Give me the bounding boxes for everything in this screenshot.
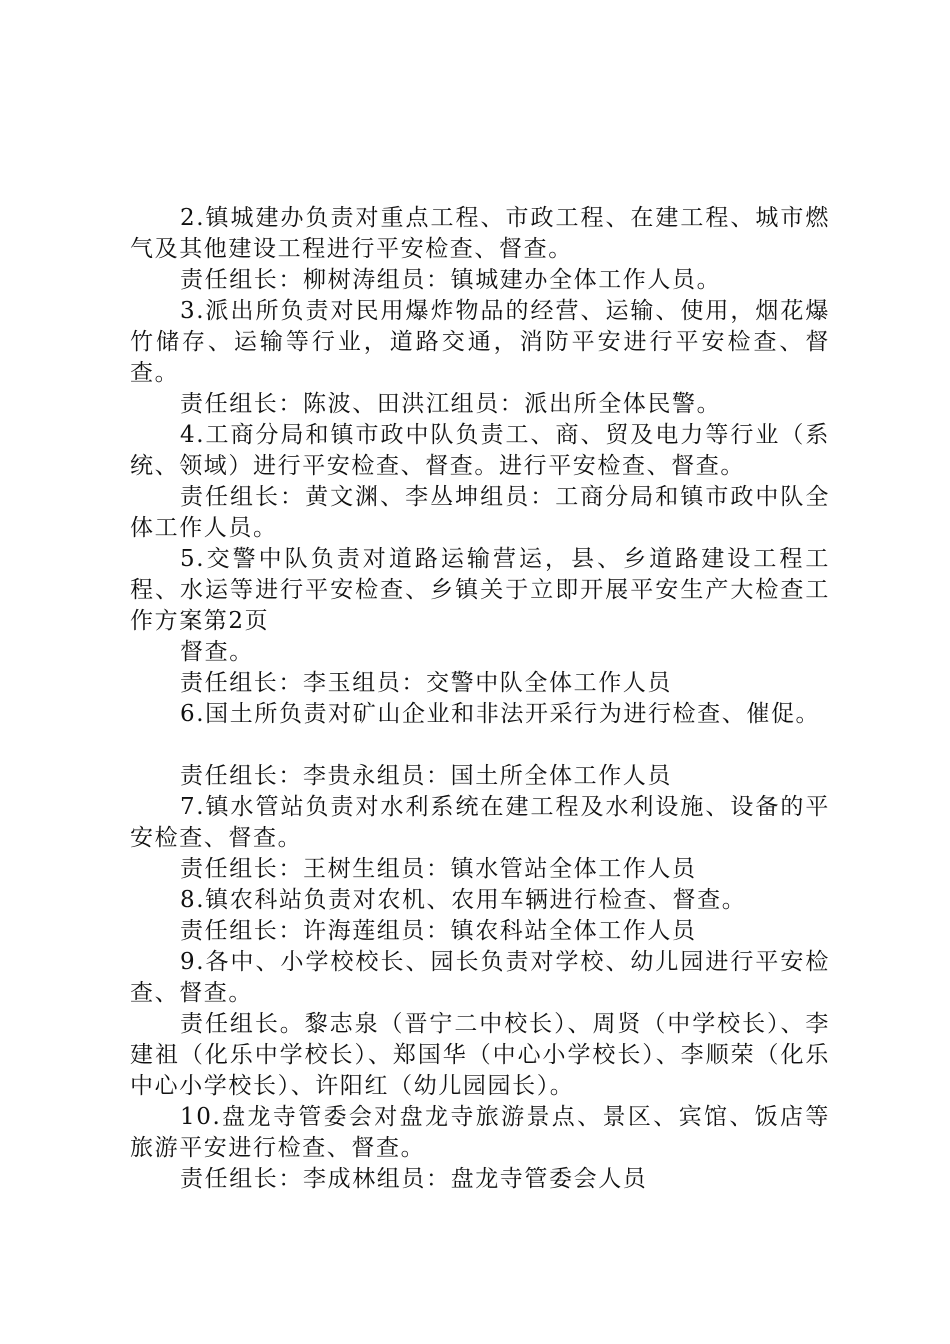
paragraph-item-6: 6.国土所负责对矿山企业和非法开采行为进行检查、催促。 xyxy=(180,701,821,727)
document-body xyxy=(130,203,830,1195)
paragraph-item-7: 7.镇水管站负责对水利系统在建工程及水利设施、设备的平安检查、督查。 xyxy=(130,794,830,851)
responsibility-line-7: 责任组长：王树生组员：镇水管站全体工作人员 xyxy=(180,856,697,882)
paragraph-item-3: 3.派出所负责对民用爆炸物品的经营、运输、使用，烟花爆竹储存、运输等行业，道路交通，消防平安进行平安检查、督查。 xyxy=(130,298,830,386)
paragraph-item-10: 10.盘龙寺管委会对盘龙寺旅游景点、景区、宾馆、饭店等旅游平安进行检查、督查。 xyxy=(130,1104,830,1161)
responsibility-line-10: 责任组长：李成林组员：盘龙寺管委会人员 xyxy=(180,1166,648,1192)
responsibility-line-5: 责任组长：李玉组员：交警中队全体工作人员 xyxy=(180,670,672,696)
paragraph-item-2: 2.镇城建办负责对重点工程、市政工程、在建工程、城市燃气及其他建设工程进行平安检查、督查。 xyxy=(130,205,830,262)
responsibility-line-6: 责任组长：李贵永组员：国土所全体工作人员 xyxy=(180,763,672,789)
paragraph-item-5: 5.交警中队负责对道路运输营运，县、乡道路建设工程工程、水运等进行平安检查、乡镇关于立即开展平安生产大检查工作方案第2页 xyxy=(130,546,830,634)
responsibility-line-8: 责任组长：许海莲组员：镇农科站全体工作人员 xyxy=(180,918,697,944)
responsibility-line-2: 责任组长：柳树涛组员：镇城建办全体工作人员。 xyxy=(180,267,722,293)
paragraph-item-8: 8.镇农科站负责对农机、农用车辆进行检查、督查。 xyxy=(180,887,747,913)
responsibility-line-3: 责任组长：陈波、田洪江组员：派出所全体民警。 xyxy=(180,391,722,417)
responsibility-line-4: 责任组长：黄文渊、李丛坤组员：工商分局和镇市政中队全体工作人员。 xyxy=(130,484,830,541)
responsibility-line-9: 责任组长。黎志泉（晋宁二中校长）、周贤（中学校长）、李建祖（化乐中学校长）、郑国华（中心小学校长）、李顺荣（化乐中心小学校长）、许阳红（幼儿园园长）。 xyxy=(130,1011,830,1099)
paragraph-item-9: 9.各中、小学校校长、园长负责对学校、幼儿园进行平安检查、督查。 xyxy=(130,949,830,1006)
blank-line xyxy=(130,730,830,761)
paragraph-continuation: 督查。 xyxy=(180,639,254,665)
paragraph-item-4: 4.工商分局和镇市政中队负责工、商、贸及电力等行业（系统、领域）进行平安检查、督查。进行平安检查、督查。 xyxy=(130,422,830,479)
